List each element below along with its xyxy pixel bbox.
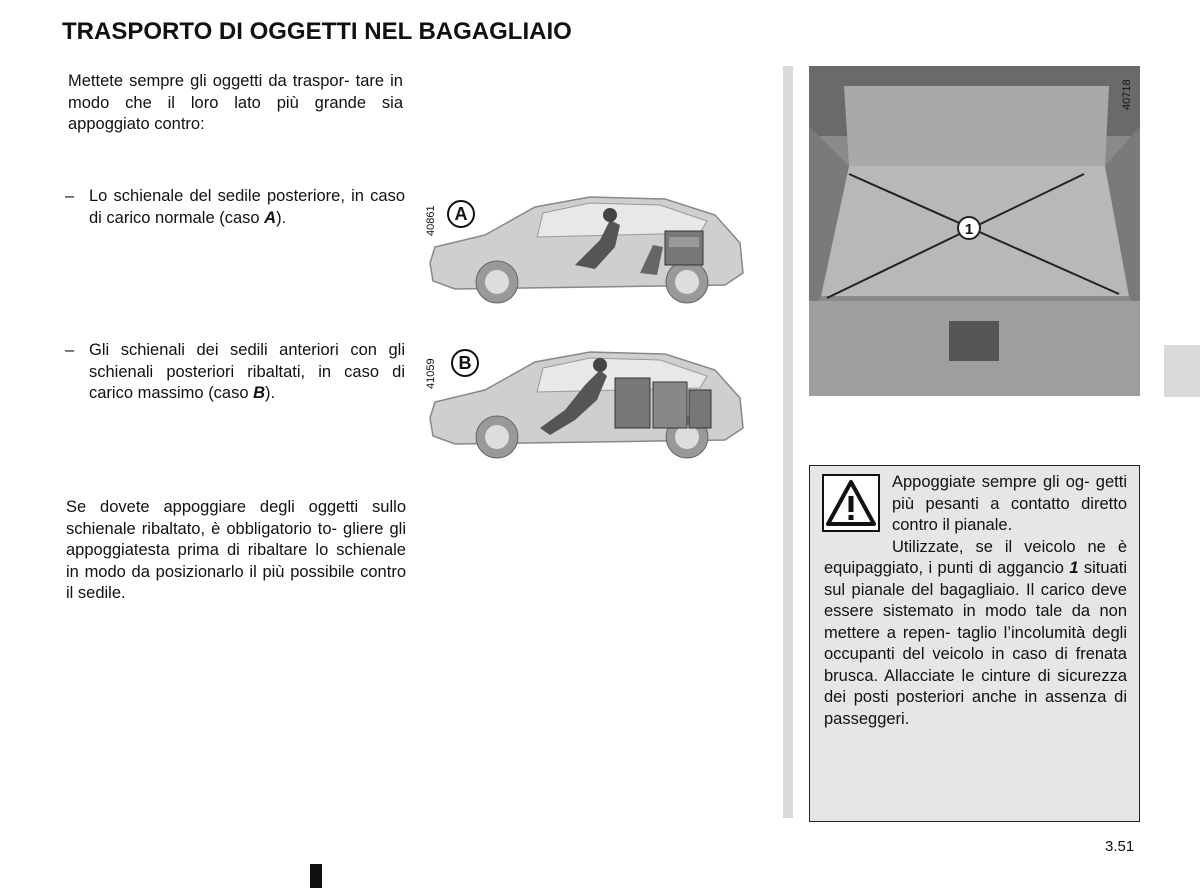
bullet-case-b: [65, 340, 405, 405]
trunk-photo: [809, 66, 1140, 396]
bullet-case-a: [65, 186, 405, 229]
page-number: 3.51: [1105, 838, 1135, 855]
case-b-ref: B: [253, 384, 266, 402]
intro-paragraph: Mettete sempre gli oggetti da traspor- tare in modo che il loro lato più grande sia appoggiato contro:: [68, 72, 403, 133]
note-paragraph: Se dovete appoggiare degli oggetti sullo schienale ribaltato, è obbligatorio to- gliere gli appoggiatesta prima di ribaltare lo schienale in modo da posizionarlo il più possibile contro il sedile.: [66, 498, 406, 602]
bullet-b-text: Gli schienali dei sedili anteriori con gli schienali posteriori ribaltati, in caso di carico massimo (caso B).: [89, 341, 405, 402]
page-title: TRASPORTO DI OGGETTI NEL BAGAGLIAIO: [62, 18, 572, 45]
figure-a-code: 40861: [425, 205, 437, 236]
figure-a-label: A: [447, 200, 475, 228]
chapter-tab: [1164, 345, 1200, 397]
car-illustration-a: [425, 185, 750, 310]
warning-rest: situati sul pianale del bagagliaio. Il carico deve essere sistemato in modo tale da non mettere a repen- taglio l’incolumità degli occupanti del veicolo in caso di frenata brusca. Allacciate le cinture di sicurezza dei posti posteriori anche in assenza di passeggeri.: [824, 559, 1127, 728]
warning-ref: 1: [1069, 559, 1079, 577]
bullet-dash: –: [65, 341, 75, 359]
svg-text:1: 1: [964, 221, 974, 238]
column-divider: [783, 66, 793, 818]
bullet-dash: –: [65, 187, 75, 205]
bullet-a-text: Lo schienale del sedile posteriore, in caso di carico normale (caso A).: [89, 187, 405, 227]
warning-first-sentence: Appoggiate sempre gli og- getti più pesanti a contatto diretto contro il pianale.: [892, 473, 1127, 534]
figure-b-label: B: [451, 349, 479, 377]
print-mark: [310, 864, 322, 888]
warning-text: [824, 472, 1127, 730]
trunk-figure-code: 40718: [1121, 79, 1133, 110]
warning-second-start: Utilizzate, se il veicolo ne è equipaggiato, i punti di aggancio: [824, 537, 1127, 577]
figure-b-code: 41059: [425, 358, 437, 389]
case-a-ref: A: [264, 208, 277, 227]
